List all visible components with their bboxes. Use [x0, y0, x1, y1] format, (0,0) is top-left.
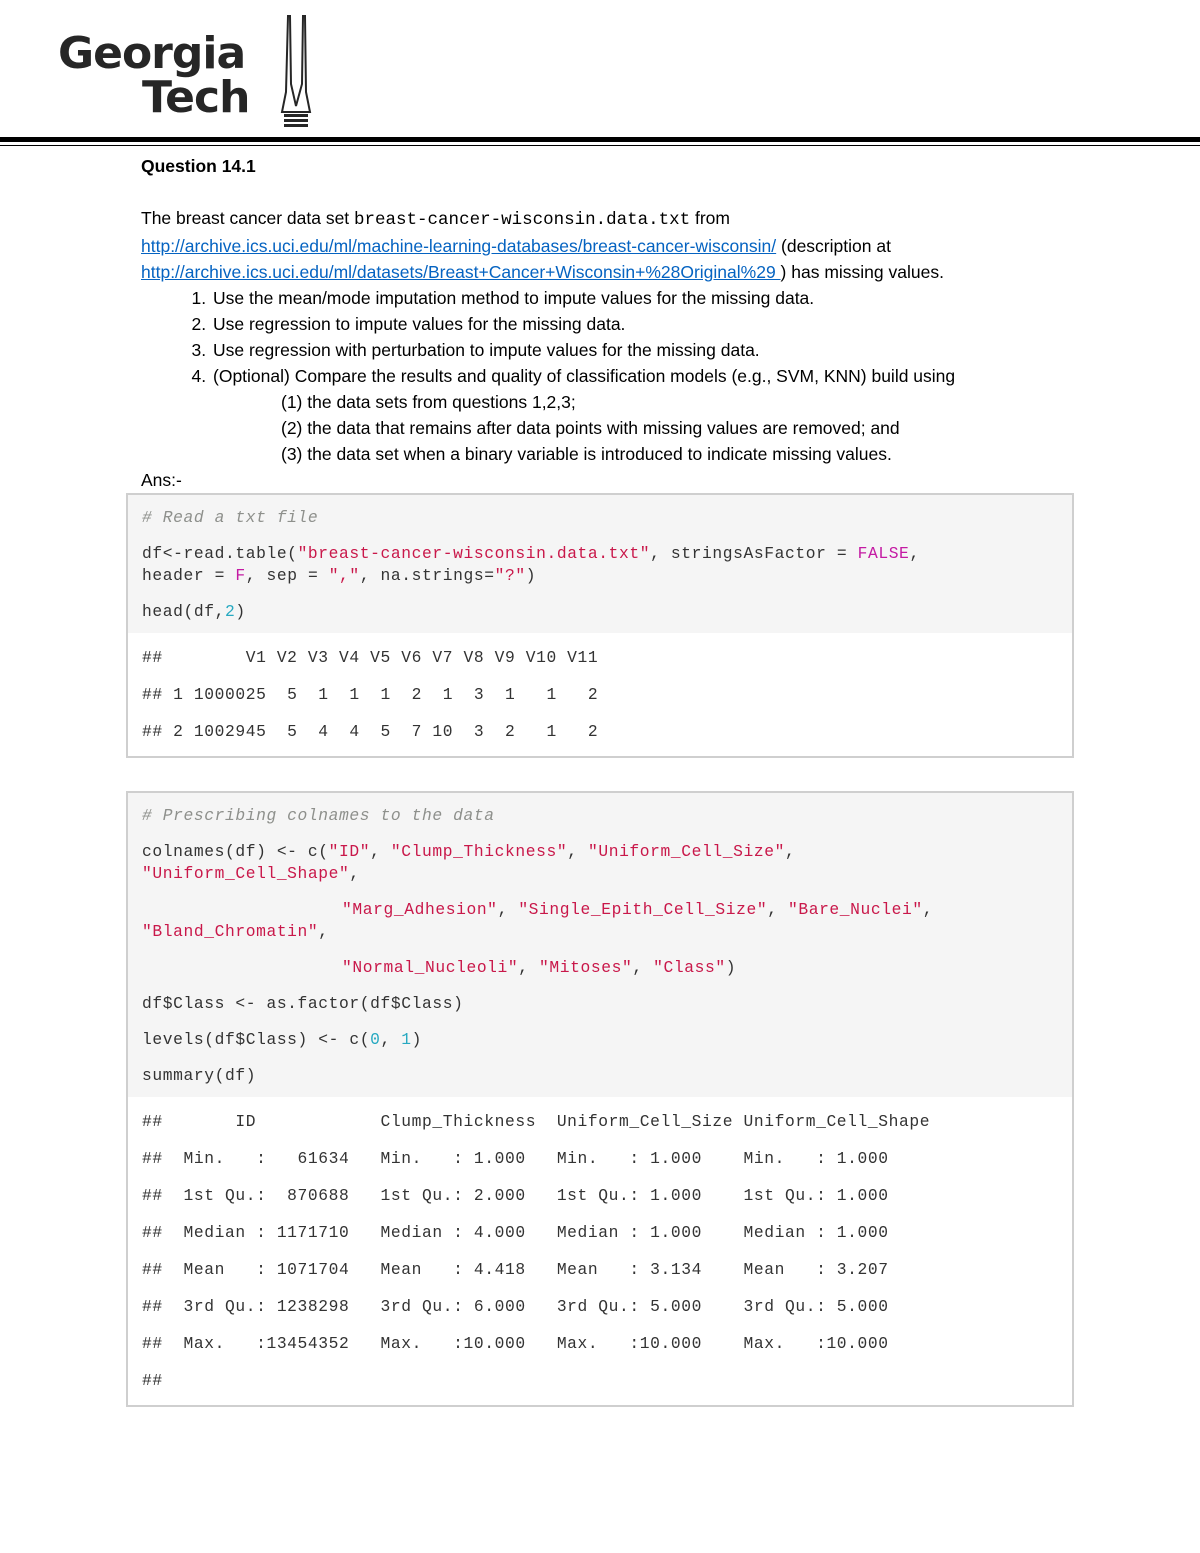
code-line: df$Class <- as.factor(df$Class): [142, 994, 464, 1013]
task-item: 2. Use regression to impute values for the missing data.: [211, 311, 1081, 337]
code-block-colnames: [126, 791, 1074, 1407]
code-comment: # Read a txt file: [142, 508, 319, 527]
task-item: 1. Use the mean/mode imputation method to impute values for the missing data.: [211, 285, 1081, 311]
code-input: [128, 793, 1072, 1097]
header-rule-thick: [0, 137, 1200, 142]
code-output: [128, 1097, 1072, 1405]
georgia-tech-logo: [58, 14, 328, 129]
task-list: [141, 285, 1081, 389]
code-comment: # Prescribing colnames to the data: [142, 806, 495, 825]
subtask-item: (3) the data set when a binary variable is introduced to indicate missing values.: [281, 444, 892, 464]
task-item: 3. Use regression with perturbation to impute values for the missing data.: [211, 337, 1081, 363]
tech-tower-icon: [276, 14, 316, 129]
output-line: ## Mean : 1071704 Mean : 4.418 Mean : 3.134 Mean : 3.207: [142, 1260, 889, 1279]
code-line: colnames(df) <- c("ID", "Clump_Thickness", "Uniform_Cell_Size", "Uniform_Cell_Shape",: [142, 842, 796, 883]
task-item: 4. (Optional) Compare the results and quality of classification models (e.g., SVM, KNN) build using: [211, 363, 1081, 389]
answer-label: Ans:-: [141, 470, 182, 490]
header-rule-thin: [0, 145, 1200, 146]
output-line: ## 3rd Qu.: 1238298 3rd Qu.: 6.000 3rd Qu.: 5.000 3rd Qu.: 5.000: [142, 1297, 889, 1316]
question-section: [141, 153, 1081, 493]
output-line: ## Min. : 61634 Min. : 1.000 Min. : 1.000 Min. : 1.000: [142, 1149, 889, 1168]
dataset-filename: breast-cancer-wisconsin.data.txt: [354, 210, 691, 230]
output-line: ## ID Clump_Thickness Uniform_Cell_Size Uniform_Cell_Shape: [142, 1112, 931, 1131]
logo-line-1: Georgia: [58, 28, 246, 79]
question-links: http://archive.ics.uci.edu/ml/machine-learning-databases/breast-cancer-wisconsin/ (description at http://archive.ics.uci.edu/ml/datasets/Breast+Cancer+Wisconsin+%28Original%29 ) has missing values.: [141, 236, 944, 282]
code-line: df<-read.table("breast-cancer-wisconsin.data.txt", stringsAsFactor = FALSE, header = F, sep = ",", na.strings="?"): [142, 544, 920, 585]
output-line: ## V1 V2 V3 V4 V5 V6 V7 V8 V9 V10 V11: [142, 648, 599, 667]
logo-line-2: Tech: [142, 72, 250, 123]
code-line: levels(df$Class) <- c(0, 1): [142, 1030, 423, 1049]
code-block-read-data: [126, 493, 1074, 758]
output-line: ## 1 1000025 5 1 1 1 2 1 3 1 1 2: [142, 685, 599, 704]
code-output: [128, 633, 1072, 756]
description-link[interactable]: http://archive.ics.uci.edu/ml/datasets/Breast+Cancer+Wisconsin+%28Original%29: [141, 262, 781, 282]
dataset-link[interactable]: http://archive.ics.uci.edu/ml/machine-learning-databases/breast-cancer-wisconsin/: [141, 236, 777, 256]
code-line: summary(df): [142, 1066, 257, 1085]
output-line: ## 2 1002945 5 4 4 5 7 10 3 2 1 2: [142, 722, 599, 741]
output-line: ## Median : 1171710 Median : 4.000 Median : 1.000 Median : 1.000: [142, 1223, 889, 1242]
code-line: "Marg_Adhesion", "Single_Epith_Cell_Size", "Bare_Nuclei", "Bland_Chromatin",: [142, 900, 934, 941]
code-input: [128, 495, 1072, 633]
subtask-item: (1) the data sets from questions 1,2,3;: [281, 392, 576, 412]
output-line: ## 1st Qu.: 870688 1st Qu.: 2.000 1st Qu.: 1.000 1st Qu.: 1.000: [142, 1186, 889, 1205]
output-line: ## Max. :13454352 Max. :10.000 Max. :10.000 Max. :10.000: [142, 1334, 889, 1353]
output-line: ##: [142, 1371, 163, 1390]
code-line: head(df,2): [142, 602, 246, 621]
subtask-item: (2) the data that remains after data points with missing values are removed; and: [281, 418, 900, 438]
question-intro: The breast cancer data set breast-cancer-wisconsin.data.txt from: [141, 208, 730, 230]
code-line: "Normal_Nucleoli", "Mitoses", "Class"): [342, 958, 737, 977]
question-title: Question 14.1: [141, 156, 256, 176]
